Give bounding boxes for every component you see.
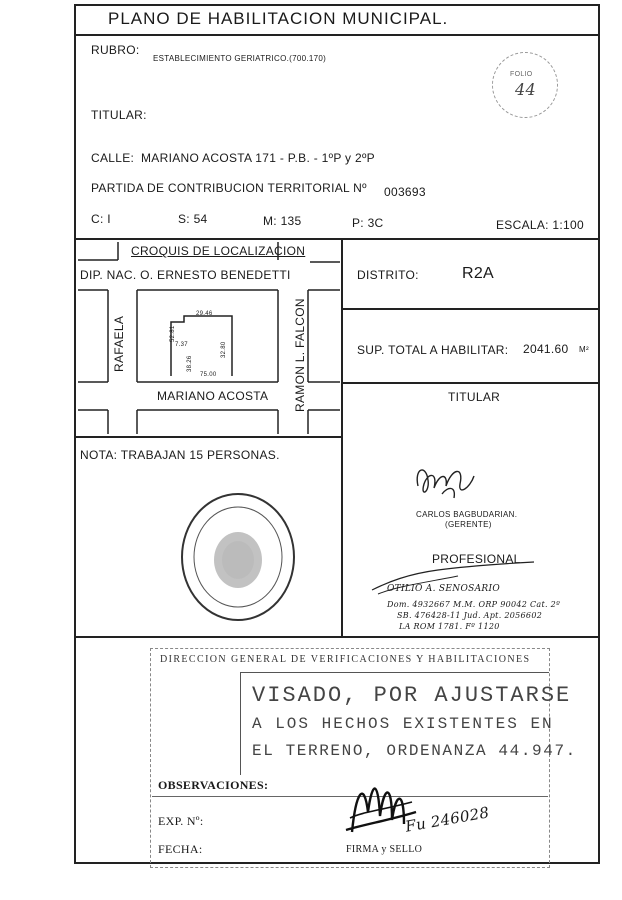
s-label: S: 54	[178, 212, 208, 226]
calle-label: CALLE:	[91, 151, 135, 165]
nota-text: NOTA: TRABAJAN 15 PERSONAS.	[80, 448, 280, 462]
escala-label: ESCALA: 1:100	[496, 218, 584, 232]
titular-name: CARLOS BAGBUDARIAN.	[416, 510, 518, 519]
official-seal	[178, 490, 298, 624]
exp-label: EXP. Nº:	[158, 814, 204, 828]
partida-label: PARTIDA DE CONTRIBUCION TERRITORIAL Nº	[91, 181, 367, 195]
parcel-dim: 29.46	[196, 311, 213, 317]
profesional-line: SB. 476428-11 Jud. Apt. 2056602	[397, 611, 543, 620]
street-left-label: RAFAELA	[112, 315, 126, 372]
rubro-label: RUBRO:	[91, 43, 140, 57]
calle-value: MARIANO ACOSTA 171 - P.B. - 1ºP y 2ºP	[141, 151, 375, 165]
fecha-label: FECHA:	[158, 842, 203, 856]
parcel-dim: 38.26	[187, 355, 193, 372]
parcel-dim: 7.37	[175, 342, 188, 348]
profesional-name: OTILIO A. SENOSARIO	[387, 584, 500, 594]
distrito-label: DISTRITO:	[357, 268, 419, 282]
profesional-title: PROFESIONAL	[432, 552, 521, 566]
croquis-title: CROQUIS DE LOCALIZACION	[131, 244, 306, 258]
parcel-dim: 32.80	[221, 341, 227, 358]
folio-number: 44	[515, 80, 536, 99]
titular-label: TITULAR:	[91, 108, 147, 122]
visado-line-3: EL TERRENO, ORDENANZA 44.947.	[252, 742, 577, 760]
folio-stamp	[492, 52, 558, 118]
p-label: P: 3C	[352, 216, 384, 230]
profesional-line: Dom. 4932667 M.M. ORP 90042 Cat. 2º	[387, 600, 561, 609]
header-divider	[74, 238, 600, 240]
croquis-divider	[74, 436, 341, 438]
visado-line-2: A LOS HECHOS EXISTENTES EN	[252, 715, 554, 733]
superficie-divider	[341, 382, 600, 384]
c-label: C: I	[91, 212, 111, 226]
superficie-unit: M²	[579, 345, 589, 354]
visado-line-1: VISADO, POR AJUSTARSE	[252, 683, 572, 708]
rubro-value: ESTABLECIMIENTO GERIATRICO.(700.170)	[153, 54, 327, 63]
titular-box-title: TITULAR	[448, 390, 501, 404]
firma-label: FIRMA y SELLO	[346, 844, 423, 855]
parcel-dim: 75.00	[200, 372, 217, 378]
street-bottom-label: MARIANO ACOSTA	[157, 389, 269, 403]
lower-divider	[74, 636, 600, 638]
distrito-divider	[341, 308, 600, 310]
street-right-label: RAMON L. FALCON	[293, 298, 307, 412]
document-title: PLANO DE HABILITACION MUNICIPAL.	[108, 9, 449, 28]
street-top-label: DIP. NAC. O. ERNESTO BENEDETTI	[80, 268, 291, 282]
distrito-value: R2A	[462, 265, 495, 282]
title-divider	[74, 34, 600, 36]
observaciones-label: OBSERVACIONES:	[158, 778, 269, 792]
handwritten-number: Fu 246028	[404, 803, 491, 836]
m-label: M: 135	[263, 214, 302, 228]
partida-value: 003693	[384, 185, 426, 199]
titular-role: (GERENTE)	[445, 520, 492, 529]
superficie-label: SUP. TOTAL A HABILITAR:	[357, 343, 509, 357]
center-divider	[341, 238, 343, 638]
titular-signature	[412, 458, 486, 506]
profesional-line: LA ROM 1781. Fº 1120	[399, 622, 500, 631]
parcel-dim: 52.81	[170, 325, 176, 342]
superficie-value: 2041.60	[523, 342, 569, 356]
folio-label: FOLIO	[510, 71, 533, 78]
verification-header: DIRECCION GENERAL DE VERIFICACIONES Y HABILITACIONES	[160, 654, 531, 665]
